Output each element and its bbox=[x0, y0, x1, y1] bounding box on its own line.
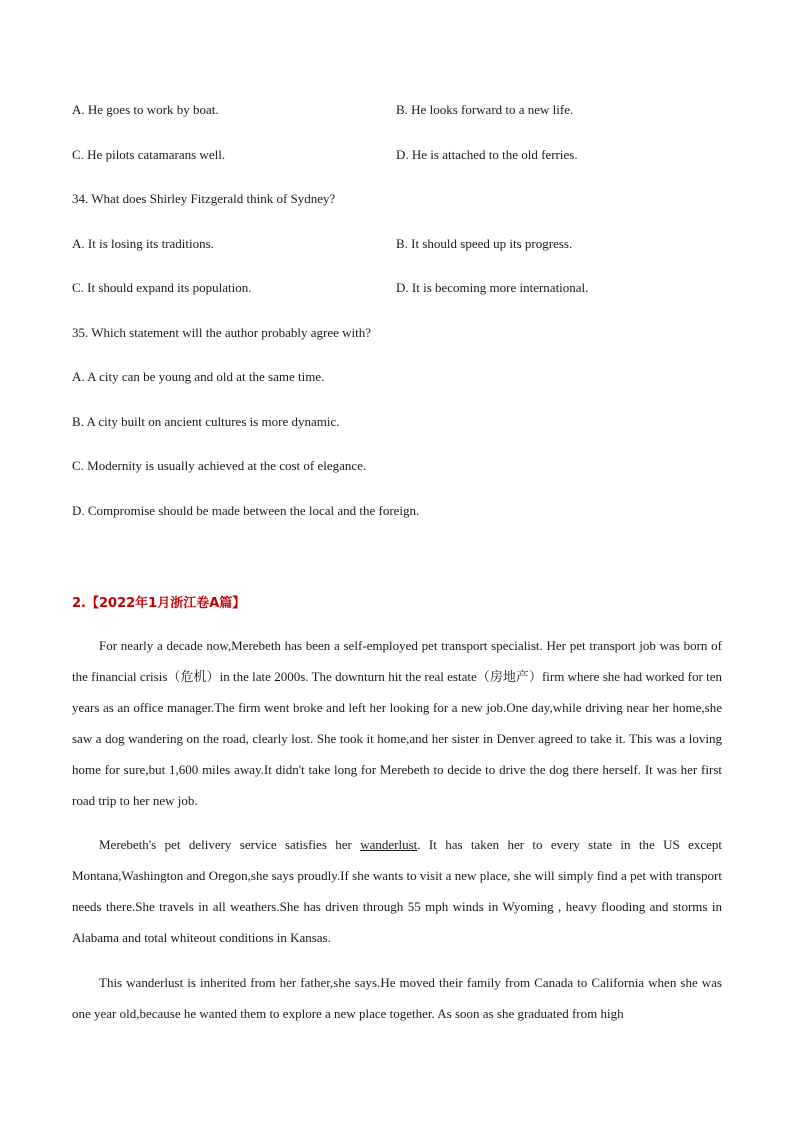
underlined-word-wanderlust: wanderlust bbox=[360, 837, 418, 852]
q34-question: 34. What does Shirley Fitzgerald think of Sydney? bbox=[72, 191, 336, 206]
q35-option-d: D. Compromise should be made between the local and the foreign. bbox=[72, 503, 420, 518]
q33-option-c: C. He pilots catamarans well. bbox=[72, 147, 226, 162]
q34-option-b: B. It should speed up its progress. bbox=[396, 236, 573, 251]
q34-option-a: A. It is losing its traditions. bbox=[72, 236, 214, 251]
q33-option-b: B. He looks forward to a new life. bbox=[396, 102, 574, 117]
passage-paragraph-1: For nearly a decade now,Merebeth has been a self-employed pet transport specialist. Her pet transport job was born of the financial crisis（危机）in the late 2000s. The downturn hit the real estate（房地产）firm where she had worked for ten years as an office manager.The firm went broke and left her looking for a new job.One day,while driving near her home,she saw a dog wandering on the road, clearly lost. She took it home,and her sister in Denver agreed to take it. This was a loving home for sure,but 1,600 miles away.It didn't take long for Merebeth to decide to drive the dog there herself. It was her first road trip to her new job. bbox=[72, 638, 722, 808]
section-heading: 2.【2022年1月浙江卷A篇】 bbox=[72, 596, 246, 611]
q33-option-d: D. He is attached to the old ferries. bbox=[396, 147, 578, 162]
q34-option-d: D. It is becoming more international. bbox=[396, 280, 589, 295]
q33-option-a: A. He goes to work by boat. bbox=[72, 102, 219, 117]
q35-option-c: C. Modernity is usually achieved at the cost of elegance. bbox=[72, 458, 367, 473]
para2-text-before: Merebeth's pet delivery service satisfies her bbox=[99, 837, 361, 852]
q34-option-c: C. It should expand its population. bbox=[72, 280, 252, 295]
para2-text-after: . It has taken her to every state in the US except Montana,Washington and Oregon,she says proudly.If she wants to visit a new place, she will simply find a pet with transport needs there.She travels in all weathers.She has driven through 55 mph winds in Wyoming , heavy flooding and storms in Alabama and total whiteout conditions in Kansas. bbox=[72, 837, 723, 945]
passage-paragraph-2 bbox=[72, 829, 722, 953]
q35-option-b: B. A city built on ancient cultures is more dynamic. bbox=[72, 414, 340, 429]
passage-paragraph-3: This wanderlust is inherited from her father,she says.He moved their family from Canada to California when she was one year old,because he wanted them to explore a new place together. As soon as she graduated from high bbox=[72, 975, 722, 1021]
q35-option-a: A. A city can be young and old at the same time. bbox=[72, 369, 325, 384]
q35-question: 35. Which statement will the author probably agree with? bbox=[72, 325, 372, 340]
